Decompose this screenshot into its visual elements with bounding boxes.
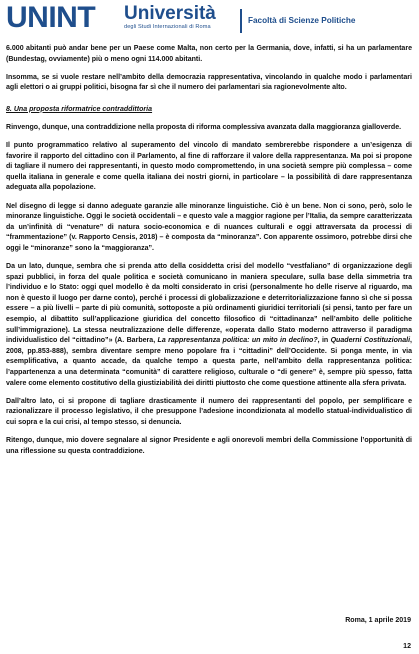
logo-subtitle: degli Studi Internazionali di Roma (124, 24, 211, 30)
university-logo-text (124, 4, 216, 30)
paragraph-3: Rinvengo, dunque, una contraddizione nella proposta di riforma complessiva avanzata dalla maggioranza gialloverde. (6, 123, 402, 131)
paragraph-6 (6, 262, 412, 389)
paragraph-5: Nel disegno di legge si danno adeguate garanzie alle minoranze linguistiche. Ciò è un bene. Non ci sono, però, solo le minoranze linguistiche. Oggi le società occidentali – e questo vale a maggior ragione per l’Italia, da sempre caratterizzata da un’infinità di “venature” di natura socio-economica e di nuances culturali e oggi attraversata da processi di “frammentazione” (v. Rapporto Censis, 2018) – è composta da “minoranza”. Con apparente ossimoro, potrebbe dirsi che oggi le “minoranze” sono la “maggioranza”. (6, 202, 412, 252)
header-divider (240, 9, 242, 33)
faculty-name: Facoltà di Scienze Politiche (248, 16, 356, 25)
section-title: 8. Una proposta riformatrice contraddittoria (6, 105, 153, 113)
paragraph-7: Dall’altro lato, ci si propone di tagliare drasticamente il numero dei rappresentanti del popolo, per semplificare e razionalizzare il processo legislativo, il che presuppone l’adesione incondizionata al modello statual-individualistico di cui sopra e la cui crisi, al tempo stesso, si denuncia. (6, 397, 412, 426)
paragraph-6-part-a: Da un lato, dunque, sembra che si prenda atto della cosiddetta crisi del modello “vestfaliano” di organizzazione degli spazi pubblici, in forza del quale politica e società comunicano in maniera speculare, sulla base della simmetria tra l’individuo e lo Stato: oggi quel modello è da molti considerato in crisi (personalmente ho delle riserve al riguardo, ma non è questo il luogo per darne conto), perché i processi di globalizzazione e deterritorializzazione fanno sì che si possa essere – a più livelli – parte di più comunità, sottoposte a più ordinamenti giuridici territoriali (si pensi, tanto per fare un esempio, al dibattito sull’applicazione giuridica del concetto filosofico di “cittadinanza” nell’ambito delle politiche sull’immigrazione). La stessa neutralizzazione delle differenze, «operata dallo Stato moderno attraverso il paradigma individualistico del “cittadino”» (A. Barbera, (6, 263, 412, 345)
page-number: 12 (403, 643, 411, 650)
paragraph-1: 6.000 abitanti può andar bene per un Paese come Malta, non certo per la Germania, dove, infatti, si ha un parlamentare (Bundestag, ovviamente) più o meno ogni 114.000 abitanti. (6, 45, 412, 63)
paragraph-6-part-c: , 2008, pp.853-888), sembra diventare sempre meno popolare fra i “cittadini” dell’Occidente. Si ponga mente, in via esemplificativa, a quanto accade, da qualche tempo a questa parte, nell’ambito della rappresentanza politica: l’appartenenza a una determinata “comunità” di carattere religioso, culturale o “di genere” è, sempre più spesso, fatta valere come elemento costitutivo della giustiziabilità dei diritti piuttosto che come questione attinente alla sfera privata. (6, 337, 413, 387)
signature-date: Roma, 1 aprile 2019 (345, 617, 411, 624)
paragraph-8: Ritengo, dunque, mio dovere segnalare al signor Presidente e agli onorevoli membri della Commissione l’opportunità di una riflessione su questa contraddizione. (6, 436, 412, 455)
paragraph-2: Insomma, se si vuole restare nell’ambito della democrazia rappresentativa, vincolando in qualche modo i parlamentari agli elettori o ai gruppi politici, bisogna far sì che il numero dei parlamentari sia ragionevolmente alto. (6, 73, 412, 92)
page-header (6, 3, 414, 37)
citation-journal: Quaderni Costituzionali (330, 337, 411, 345)
citation-title: La rappresentanza politica: un mito in declino? (157, 337, 318, 345)
logo-university: Università (124, 3, 216, 24)
unint-logo: UNINT (6, 1, 96, 34)
paragraph-6-part-b: , in (317, 337, 331, 345)
paragraph-4: Il punto programmatico relativo al superamento del vincolo di mandato sembrerebbe rispondere a un’esigenza di favorire il rapporto del cittadino con il Parlamento, al fine di rafforzare il valore della rappresentanza. Ma poi si propone di tagliare il numero dei rappresentanti, in questo modo compromettendo, in una società sempre più complessa – come quella italiana in generale e come quella italiana dei nostri giorni, in particolare – la possibilità di dare rappresentanza adeguata alla popolazione. (6, 142, 412, 192)
document-body (6, 44, 412, 457)
